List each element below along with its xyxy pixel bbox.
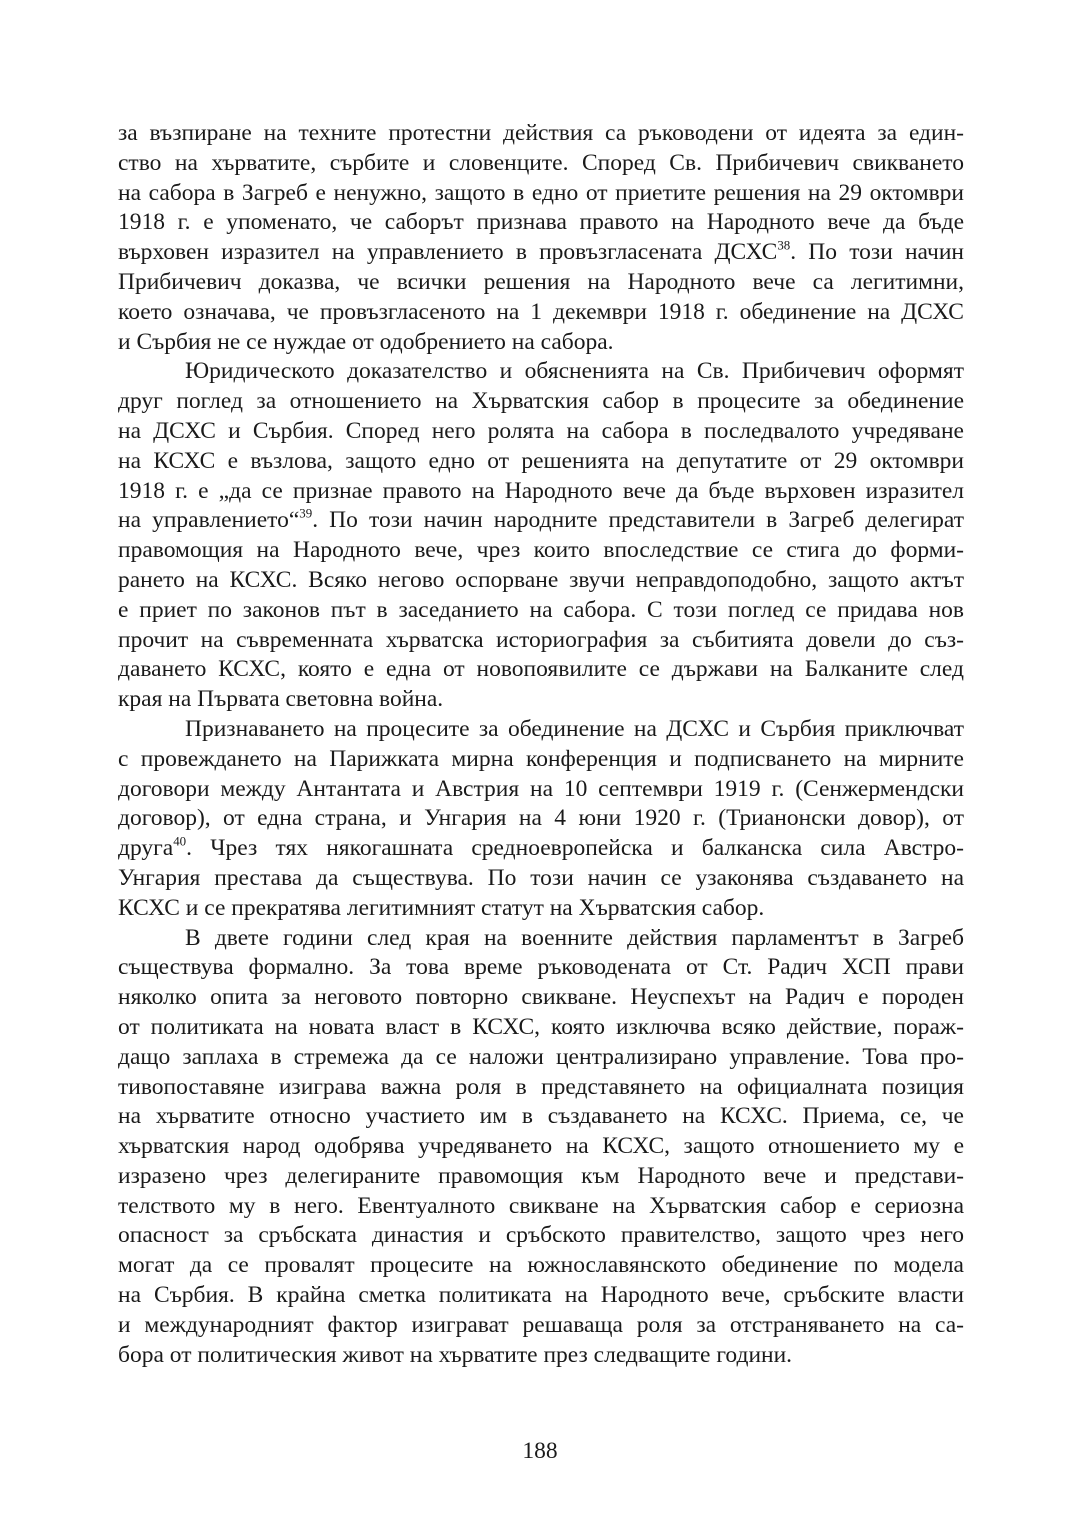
paragraph <box>118 119 964 357</box>
text-line: хърватския народ одобрява учредяването на КСХС, защото отношението му е <box>118 1133 964 1160</box>
text-line: е приет по законов път в заседанието на сабора. С този поглед се придава нов <box>118 596 964 623</box>
text-line: на управлението“$^{39}$. По този начин народните представители в Загреб делегират <box>118 505 964 534</box>
text-line: съществува формално. За това време ръководената от Ст. Радич ХСП прави <box>118 954 964 981</box>
text-line: договор), от една страна, и Унгария на 4 юни 1920 г. (Трианонски довор), от <box>118 805 964 832</box>
text-line: даването КСХС, която е една от новопоявилите се държави на Балканите след <box>118 656 964 683</box>
text-line: 1918 г. е „да се признае правото на Народното вече да бъде върховен изразител <box>118 477 964 504</box>
text-line: дащо заплаха в стремежа да се наложи централизирано управление. Това про- <box>118 1043 964 1070</box>
footnote-ref: 40 <box>173 833 187 849</box>
text-line: и Сърбия не се нуждае от одобрението на сабора. <box>118 328 614 355</box>
text-line: на ДСХС и Сърбия. Според него ролята на сабора в последвалото учредяване <box>118 417 964 444</box>
page-number: 188 <box>522 1438 558 1464</box>
text-line: телството му в него. Евентуалното свикване на Хърватския сабор е сериозна <box>118 1192 964 1219</box>
text-line: рането на КСХС. Всяко негово оспорване звучи неправдоподобно, защото актът <box>118 566 964 593</box>
text-line: бора от политическия живот на хърватите през следващите години. <box>118 1341 793 1368</box>
text-line: върховен изразител на управлението в провъзгласената ДСХС$^{38}$. По този начин <box>118 237 964 266</box>
text-line: договори между Антантата и Австрия на 10 септември 1919 г. (Сенжермендски <box>118 775 964 802</box>
paragraph <box>118 924 964 1371</box>
text-line: КСХС и се прекратява легитимният статут на Хърватския сабор. <box>118 894 765 921</box>
text-line: на КСХС е възлова, защото едно от решенията на депутатите от 29 октомври <box>118 447 964 474</box>
text-line: няколко опита за неговото повторно свикване. Неуспехът на Радич е породен <box>118 984 964 1011</box>
text-line: могат да се провалят процесите на южнославянското обединение по модела <box>118 1252 964 1279</box>
text-line: с провеждането на Парижката мирна конференция и подписването на мирните <box>118 745 964 772</box>
text-line: прочит на съвременната хърватска историография за събитията довели до съз- <box>118 626 964 653</box>
text-line: Юридическото доказателство и обясненията на Св. Прибичевич оформят <box>185 358 964 385</box>
text-line: от политиката на новата власт в КСХС, която изключва всяко действие, пораж- <box>118 1013 964 1040</box>
footnote-ref: 39 <box>299 505 313 521</box>
text-line: друга$^{40}$. Чрез тях някогашната средноевропейска и балканска сила Австро- <box>118 833 964 862</box>
text-line: на Сърбия. В крайна сметка политиката на Народното вече, сръбските власти <box>118 1282 964 1309</box>
text-line: ство на хърватите, сърбите и словенците. Според Св. Прибичевич свикването <box>118 149 964 176</box>
text-line: 1918 г. е упоменато, че саборът признава правото на Народното вече да бъде <box>118 209 964 236</box>
text-line: Признаването на процесите за обединение на ДСХС и Сърбия приключват <box>185 715 964 742</box>
text-line: В двете години след края на военните действия парламентът в Загреб <box>185 924 964 951</box>
text-line: тивопоставяне изиграва важна роля в представянето на официалната позиция <box>118 1073 964 1100</box>
text-line: изразено чрез делегираните правомощия към Народното вече и представи- <box>118 1162 964 1189</box>
paragraph <box>118 715 964 924</box>
text-line: за възпиране на техните протестни действия са ръководени от идеята за един- <box>118 120 964 146</box>
text-line: и международният фактор изиграват решаваща роля за отстраняването на са- <box>118 1311 964 1338</box>
text-line: което означава, че провъзгласеното на 1 декември 1918 г. обединение на ДСХС <box>118 298 964 325</box>
text-line: опасност за сръбската династия и сръбското правителство, защото чрез него <box>118 1222 964 1249</box>
text-line: края на Първата световна война. <box>118 686 444 713</box>
text-line: правомощия на Народното вече, чрез които впоследствие се стига до форми- <box>118 537 964 564</box>
text-line: Унгария престава да съществува. По този начин се узаконява създаването на <box>118 864 964 891</box>
paragraph <box>118 357 964 715</box>
footnote-ref: 38 <box>777 237 791 253</box>
text-line: друг поглед за отношението на Хърватския сабор в процесите за обединение <box>118 388 964 415</box>
text-line: Прибичевич доказва, че всички решения на Народното вече са легитимни, <box>118 268 964 295</box>
text-line: на сабора в Загреб е ненужно, защото в едно от приетите решения на 29 октомври <box>118 179 964 206</box>
page-body <box>118 119 964 1370</box>
text-line: на хърватите относно участието им в създаването на КСХС. Приема, се, че <box>118 1103 964 1130</box>
